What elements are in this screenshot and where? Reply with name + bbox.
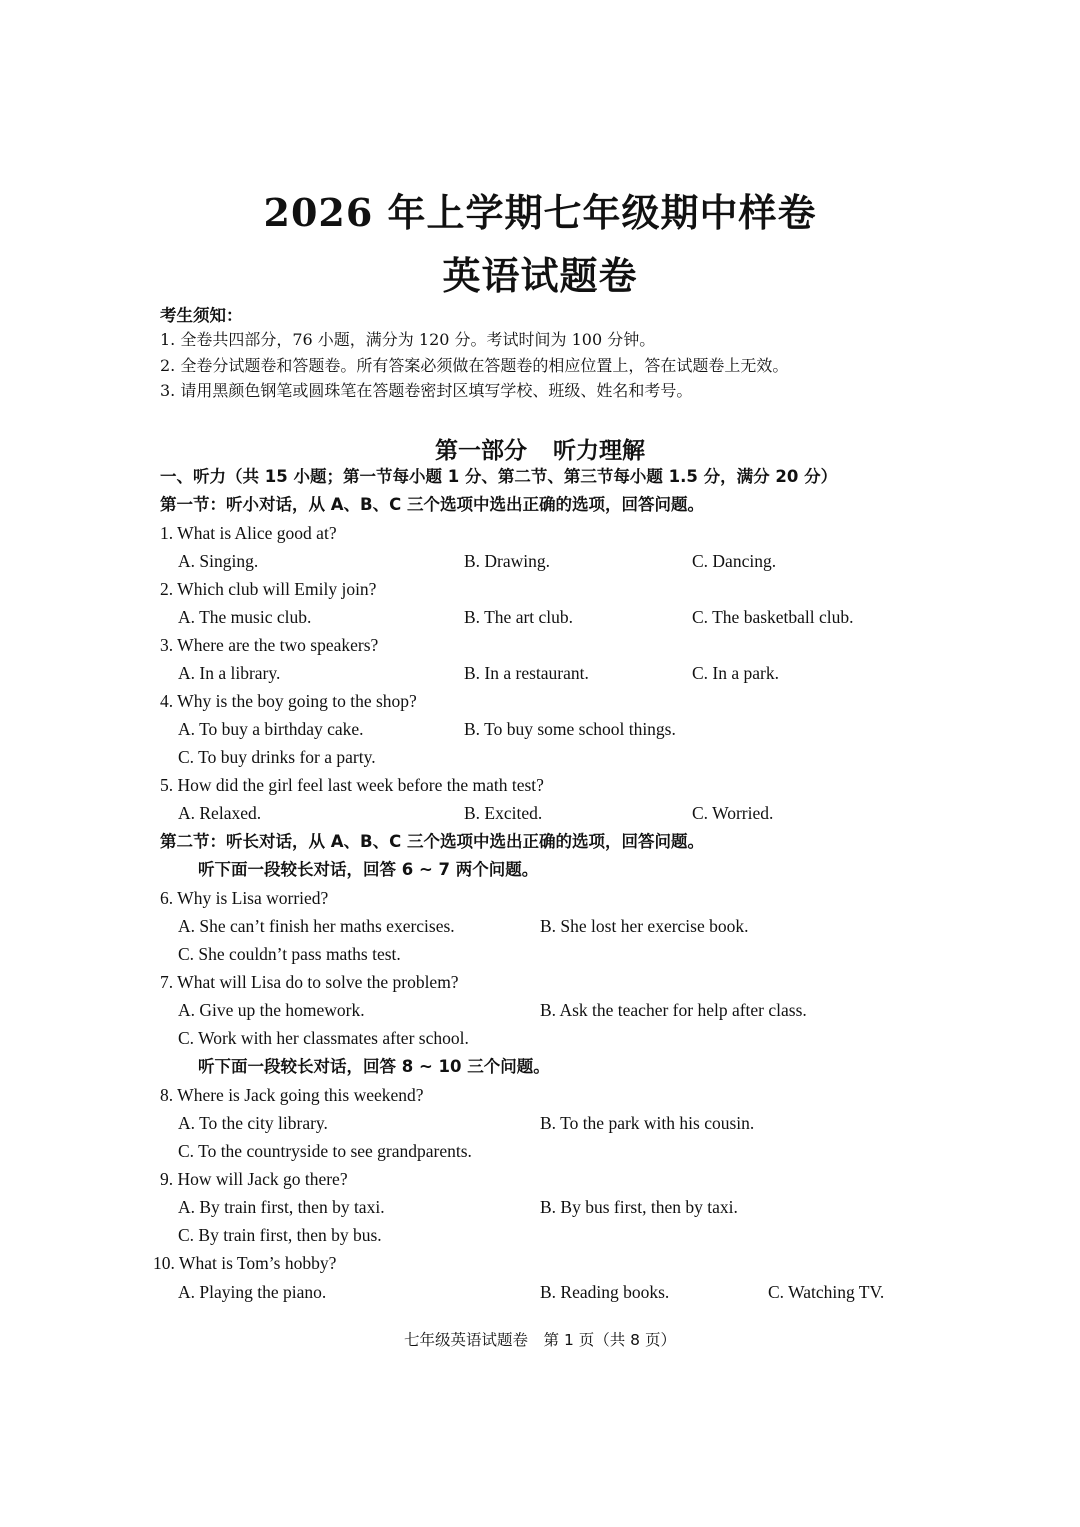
notice-heading: 考生须知： <box>160 306 243 325</box>
notice-item: 3. 请用黑颜色钢笔或圆珠笔在答题卷密封区填写学校、班级、姓名和考号。 <box>160 381 693 400</box>
option-a: A. To buy a birthday cake. <box>178 719 364 739</box>
option-a: A. To the city library. <box>178 1113 328 1133</box>
option-b: B. Excited. <box>464 803 543 823</box>
option-b: B. By bus first, then by taxi. <box>540 1197 738 1217</box>
option-b: B. Drawing. <box>464 551 551 571</box>
subsection-heading: 第二节：听长对话，从 A、B、C 三个选项中选出正确的选项，回答问题。 <box>160 832 704 851</box>
question: 2. Which club will Emily join? <box>160 579 377 599</box>
option-a: A. Playing the piano. <box>178 1282 327 1302</box>
notice-item: 2. 全卷分试题卷和答题卷。所有答案必须做在答题卷的相应位置上，答在试题卷上无效。 <box>160 356 789 375</box>
question: 4. Why is the boy going to the shop? <box>160 691 417 711</box>
option-a: A. Singing. <box>178 551 259 571</box>
option-a: A. In a library. <box>178 663 281 683</box>
option-c: C. Dancing. <box>692 551 777 571</box>
question: 9. How will Jack go there? <box>160 1169 348 1189</box>
question: 10. What is Tom’s hobby? <box>153 1253 337 1273</box>
part-title <box>0 432 1080 465</box>
option-b: B. She lost her exercise book. <box>540 916 749 936</box>
section-heading: 一、听力（共 15 小题；第一节每小题 1 分、第二节、第三节每小题 1.5 分，满分 20 分） <box>160 467 838 486</box>
part-title-name: 听力理解 <box>553 437 645 464</box>
option-a: A. She can’t finish her maths exercises. <box>178 916 455 936</box>
option-b: B. To buy some school things. <box>464 719 676 739</box>
subsection-note: 听下面一段较长对话，回答 8 ~ 10 三个问题。 <box>198 1057 550 1076</box>
option-a: A. Give up the homework. <box>178 1000 365 1020</box>
option-a: A. The music club. <box>178 607 312 627</box>
option-b: B. To the park with his cousin. <box>540 1113 755 1133</box>
option-a: A. By train first, then by taxi. <box>178 1197 385 1217</box>
question: 6. Why is Lisa worried? <box>160 888 329 908</box>
option-c: C. By train first, then by bus. <box>178 1225 382 1245</box>
option-b: B. In a restaurant. <box>464 663 589 683</box>
part-title-number: 第一部分 <box>435 437 527 464</box>
option-b: B. The art club. <box>464 607 574 627</box>
subsection-note: 听下面一段较长对话，回答 6 ~ 7 两个问题。 <box>198 860 539 879</box>
question: 5. How did the girl feel last week before the math test? <box>160 775 544 795</box>
option-b: B. Reading books. <box>540 1282 670 1302</box>
question: 7. What will Lisa do to solve the problem? <box>160 972 459 992</box>
option-c: C. To buy drinks for a party. <box>178 747 376 767</box>
option-c: C. Work with her classmates after school. <box>178 1028 469 1048</box>
question: 3. Where are the two speakers? <box>160 635 379 655</box>
question: 1. What is Alice good at? <box>160 523 337 543</box>
exam-subtitle: 英语试题卷 <box>442 253 638 298</box>
question: 8. Where is Jack going this weekend? <box>160 1085 424 1105</box>
option-c: C. The basketball club. <box>692 607 854 627</box>
option-c: C. She couldn’t pass maths test. <box>178 944 401 964</box>
option-a: A. Relaxed. <box>178 803 262 823</box>
option-c: C. To the countryside to see grandparents. <box>178 1141 472 1161</box>
subsection-heading: 第一节：听小对话，从 A、B、C 三个选项中选出正确的选项，回答问题。 <box>160 495 704 514</box>
page-footer: 七年级英语试题卷 第 1 页（共 8 页） <box>404 1331 676 1349</box>
option-c: C. In a park. <box>692 663 779 683</box>
option-c: C. Worried. <box>692 803 774 823</box>
notice-item: 1. 全卷共四部分，76 小题，满分为 120 分。考试时间为 100 分钟。 <box>160 330 656 349</box>
exam-title: 2026 年上学期七年级期中样卷 <box>263 190 817 235</box>
option-c: C. Watching TV. <box>768 1282 885 1302</box>
option-b: B. Ask the teacher for help after class. <box>540 1000 807 1020</box>
